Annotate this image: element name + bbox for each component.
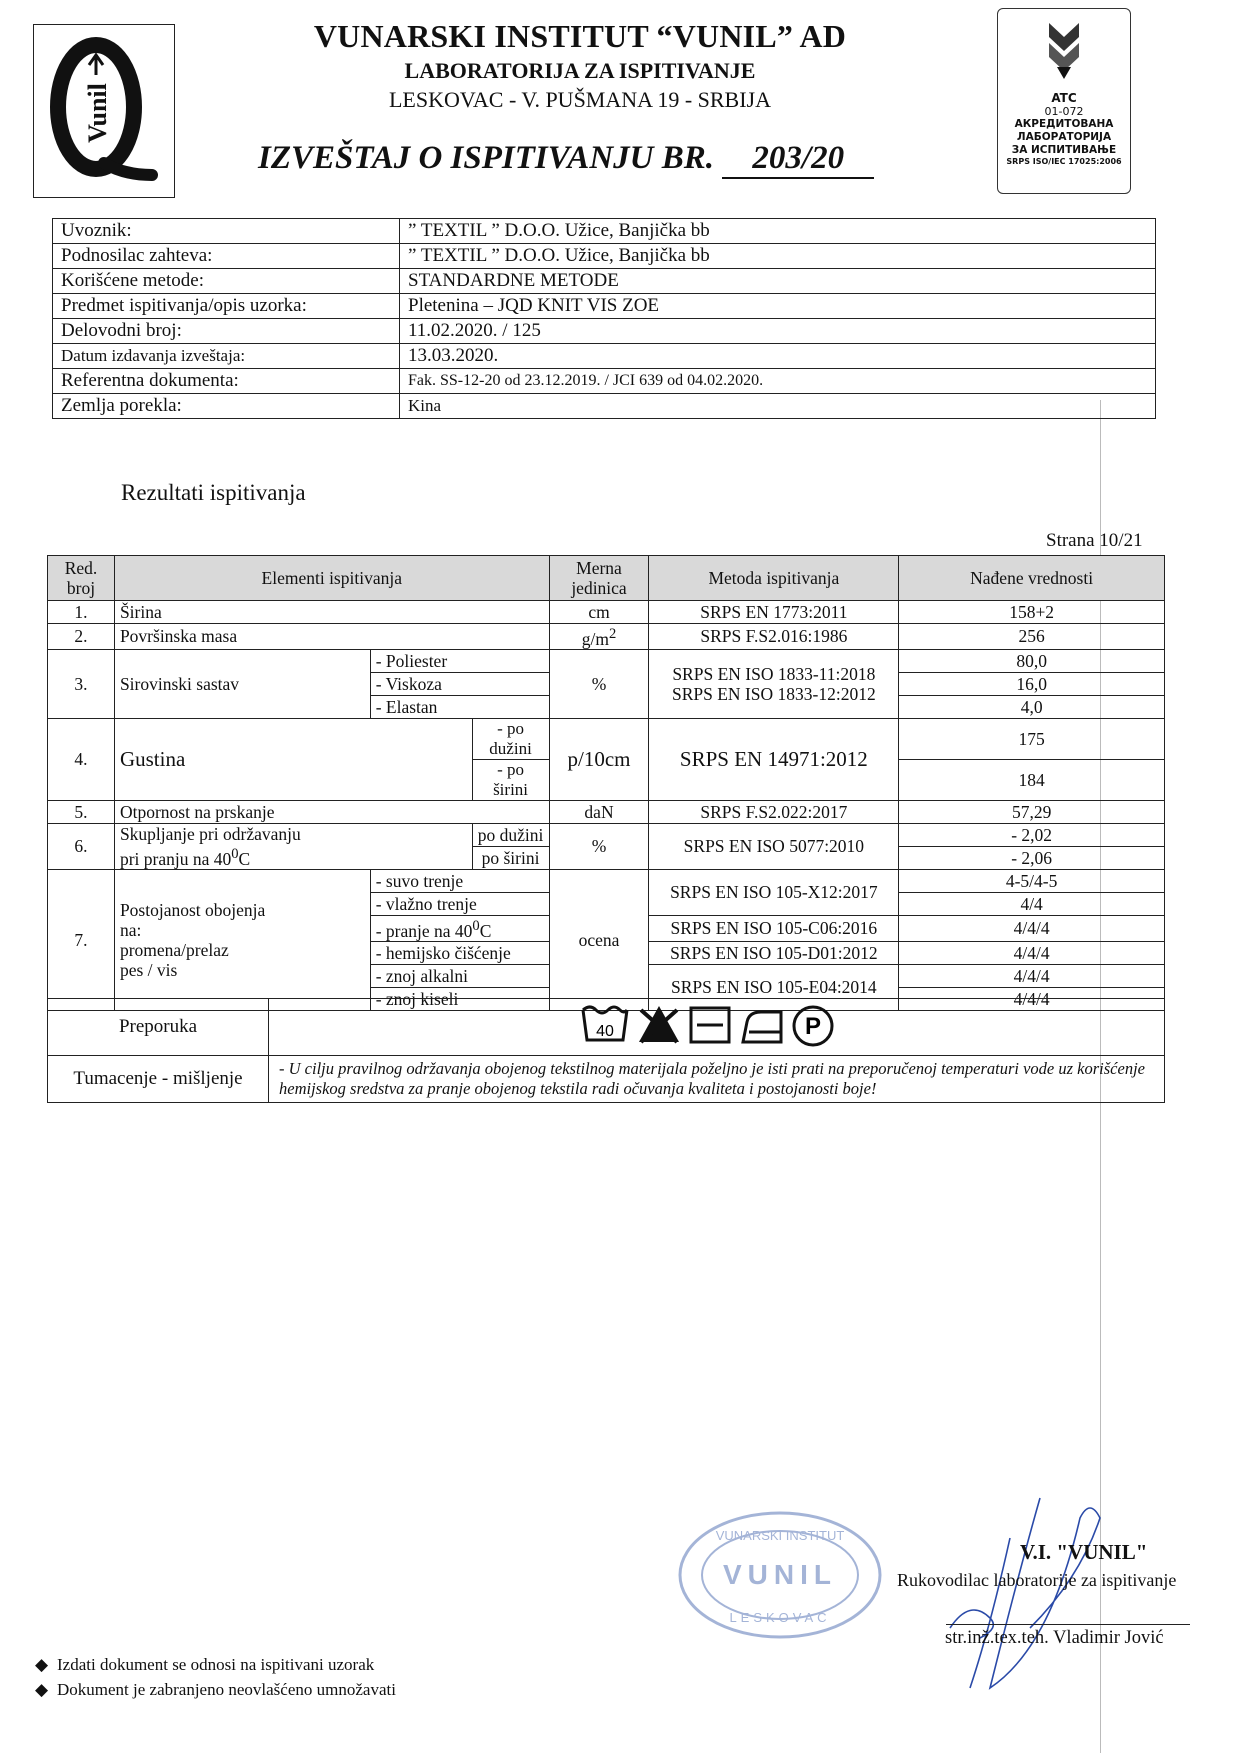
row-sub: po dužini xyxy=(472,823,549,846)
row-element: Gustina xyxy=(114,718,472,800)
institute-stamp xyxy=(670,1500,890,1650)
table-row xyxy=(48,800,1165,823)
row-sub: - Elastan xyxy=(370,695,549,718)
table-row xyxy=(48,823,1165,846)
row-element: Površinska masa xyxy=(114,624,549,650)
row-method: SRPS EN ISO 105-E04:2014 xyxy=(649,964,899,1010)
row-value: 158+2 xyxy=(899,601,1165,624)
row-sub: - po dužini xyxy=(472,718,549,759)
row-element xyxy=(114,823,472,869)
tumble-dry-icon xyxy=(691,1008,729,1042)
accreditation-line2: ЛАБОРАТОРИЈА xyxy=(1016,131,1112,143)
row-unit: % xyxy=(549,823,649,869)
info-label: Delovodni broj: xyxy=(53,319,400,344)
results-title: Rezultati ispitivanja xyxy=(121,480,306,505)
row-value: - 2,06 xyxy=(899,846,1165,869)
row-unit: daN xyxy=(549,800,649,823)
report-title xyxy=(258,140,874,179)
laboratory-name: LABORATORIJA ZA ISPITIVANJE xyxy=(404,58,756,83)
row-method: SRPS F.S2.016:1986 xyxy=(649,624,899,650)
row-sub: - Poliester xyxy=(370,649,549,672)
info-value: ” TEXTIL ” D.O.O. Užice, Banjička bb xyxy=(400,219,1156,244)
wash-temp: 40 xyxy=(595,1023,614,1040)
info-value: 13.03.2020. xyxy=(400,344,1156,369)
info-label: Referentna dokumenta: xyxy=(53,369,400,394)
element-line: Skupljanje pri održavanju xyxy=(119,823,301,844)
row-method: SRPS EN ISO 5077:2010 xyxy=(649,823,899,869)
sub-text: - pranje na 40 xyxy=(375,920,473,941)
footer-note xyxy=(35,1680,396,1700)
row-sub: - vlažno trenje xyxy=(370,892,549,915)
page-number: Strana 10/21 xyxy=(1046,530,1143,551)
element-line: pes / vis xyxy=(119,959,178,980)
report-title-text: IZVEŠTAJ O ISPITIVANJU BR. xyxy=(258,140,715,176)
row-unit: % xyxy=(549,649,649,718)
header-value: Nađene vrednosti xyxy=(899,556,1165,601)
row-no: 4. xyxy=(48,718,115,800)
signature-organization: V.I. "VUNIL" xyxy=(1020,1540,1148,1564)
row-no: 5. xyxy=(48,800,115,823)
institute-address: LESKOVAC - V. PUŠMANA 19 - SRBIJA xyxy=(388,87,772,112)
info-value: Kina xyxy=(400,394,1156,419)
vunil-q-logo-icon xyxy=(34,25,173,196)
no-bleach-icon xyxy=(639,1006,679,1042)
row-value: 4/4/4 xyxy=(899,964,1165,987)
row-value: - 2,02 xyxy=(899,823,1165,846)
info-row xyxy=(53,319,1156,344)
header-no: Red. broj xyxy=(48,556,115,601)
footer-text: Dokument je zabranjeno neovlašćeno umnožavati xyxy=(57,1680,396,1699)
info-label: Uvoznik: xyxy=(53,219,400,244)
logo-text: Vunil xyxy=(83,83,112,143)
table-row xyxy=(48,624,1165,650)
care-symbols xyxy=(269,999,1165,1056)
info-label: Korišćene metode: xyxy=(53,269,400,294)
row-sub: - po širini xyxy=(472,759,549,800)
unit-base: g/m xyxy=(581,628,609,649)
svg-text:VUNIL: VUNIL xyxy=(723,1559,837,1590)
table-row xyxy=(48,869,1165,892)
institute-logo xyxy=(33,24,175,198)
svg-text:LESKOVAC: LESKOVAC xyxy=(729,1610,831,1625)
accreditation-number: 01-072 xyxy=(1044,105,1084,118)
row-sub: - hemijsko čišćenje xyxy=(370,941,549,964)
care-symbols-svg xyxy=(577,1000,857,1048)
recommendation-label: Preporuka xyxy=(48,999,269,1056)
results-table xyxy=(47,555,1165,1011)
table-row xyxy=(48,601,1165,624)
row-method: SRPS EN ISO 105-C06:2016 xyxy=(649,915,899,941)
row-no: 1. xyxy=(48,601,115,624)
accreditation-standard: SRPS ISO/IEC 17025:2006 xyxy=(1006,157,1122,166)
method-line: SRPS EN ISO 1833-12:2012 xyxy=(672,683,876,704)
info-row xyxy=(53,369,1156,394)
accreditation-line1: АКРЕДИТОВАНА xyxy=(1014,118,1114,130)
info-row xyxy=(53,294,1156,319)
unit-sup: 2 xyxy=(608,626,617,642)
degree-sup: 0 xyxy=(472,917,480,934)
row-method: SRPS EN 1773:2011 xyxy=(649,601,899,624)
accreditation-line3: ЗА ИСПИТИВАЊЕ xyxy=(1011,144,1117,156)
row-unit xyxy=(549,624,649,650)
row-value: 4/4/4 xyxy=(899,987,1165,1010)
wash-40-icon xyxy=(583,1007,627,1040)
interpretation-text: - U cilju pravilnog održavanja obojenog tekstilnog materijala poželjno je isti prati na preporučenoj temperaturi vode uz korišćenje hemijskog sredstva za pranje obojenog tekstila radi očuvanja kvaliteta i postojanosti boje! xyxy=(269,1056,1165,1103)
signature-role: Rukovodilac laboratorije za ispitivanje xyxy=(897,1570,1177,1590)
element-line: promena/prelaz xyxy=(119,939,229,960)
recommendation-table xyxy=(47,998,1165,1103)
sub-text-end: C xyxy=(479,920,492,941)
footer-note xyxy=(35,1655,374,1675)
row-element xyxy=(114,869,370,1010)
institute-name: VUNARSKI INSTITUT “VUNIL” AD xyxy=(313,18,847,54)
signature-name: str.inž.tex.teh. Vladimir Jović xyxy=(945,1628,1164,1648)
element-line xyxy=(120,844,467,869)
row-sub: - suvo trenje xyxy=(370,869,549,892)
row-value: 4/4 xyxy=(899,892,1165,915)
degree-sup: 0 xyxy=(231,845,239,862)
header-unit: Merna jedinica xyxy=(549,556,649,601)
row-no: 7. xyxy=(48,869,115,1010)
interpretation-row xyxy=(48,1056,1165,1103)
row-sub xyxy=(370,915,549,941)
report-info-table xyxy=(52,218,1156,419)
footer-text: Izdati dokument se odnosi na ispitivani uzorak xyxy=(57,1655,375,1674)
info-value: Fak. SS-12-20 od 23.12.2019. / JCI 639 od 04.02.2020. xyxy=(400,369,1156,394)
signature-line xyxy=(946,1624,1190,1625)
row-value: 80,0 xyxy=(899,649,1165,672)
row-method xyxy=(649,649,899,718)
info-label: Zemlja porekla: xyxy=(53,394,400,419)
row-no: 6. xyxy=(48,823,115,869)
row-unit: ocena xyxy=(549,869,649,1010)
element-text-end: C xyxy=(238,848,251,869)
info-label: Podnosilac zahteva: xyxy=(53,244,400,269)
row-sub: - Viskoza xyxy=(370,672,549,695)
row-no: 3. xyxy=(48,649,115,718)
row-sub: po širini xyxy=(472,846,549,869)
dry-clean-p-icon xyxy=(794,1007,832,1045)
row-value: 184 xyxy=(899,759,1165,800)
report-number: 203/20 xyxy=(722,140,874,179)
row-value: 4-5/4-5 xyxy=(899,869,1165,892)
table-header-row xyxy=(48,556,1165,601)
row-unit: cm xyxy=(549,601,649,624)
row-method: SRPS EN ISO 105-D01:2012 xyxy=(649,941,899,964)
info-value: ” TEXTIL ” D.O.O. Užice, Banjička bb xyxy=(400,244,1156,269)
interpretation-label: Tumacenje - mišljenje xyxy=(48,1056,269,1103)
info-row xyxy=(53,244,1156,269)
row-element: Sirovinski sastav xyxy=(114,649,370,718)
element-line: na: xyxy=(119,919,142,940)
info-row xyxy=(53,394,1156,419)
element-line: Postojanost obojenja xyxy=(119,899,266,920)
element-text: pri pranju na 40 xyxy=(119,848,232,869)
header-method: Metoda ispitivanja xyxy=(649,556,899,601)
row-method: SRPS EN ISO 105-X12:2017 xyxy=(649,869,899,915)
row-value: 57,29 xyxy=(899,800,1165,823)
header-element: Elementi ispitivanja xyxy=(114,556,549,601)
atc-logo-icon xyxy=(1041,19,1087,83)
bullet-diamond-icon: ◆ xyxy=(35,1680,49,1699)
info-row xyxy=(53,269,1156,294)
info-label: Predmet ispitivanja/opis uzorka: xyxy=(53,294,400,319)
info-label: Datum izdavanja izveštaja: xyxy=(53,344,400,369)
svg-text:VUNARSKI INSTITUT: VUNARSKI INSTITUT xyxy=(715,1528,845,1543)
table-row xyxy=(48,649,1165,672)
row-value: 4/4/4 xyxy=(899,941,1165,964)
row-sub: - znoj alkalni xyxy=(370,964,549,987)
bullet-diamond-icon: ◆ xyxy=(35,1655,49,1674)
svg-text:P: P xyxy=(804,1013,821,1040)
row-value: 175 xyxy=(899,718,1165,759)
row-value: 4/4/4 xyxy=(899,915,1165,941)
accreditation-mark xyxy=(997,8,1131,194)
row-value: 16,0 xyxy=(899,672,1165,695)
info-value: Pletenina – JQD KNIT VIS ZOE xyxy=(400,294,1156,319)
row-value: 256 xyxy=(899,624,1165,650)
accreditation-code: ATC xyxy=(1051,91,1077,105)
row-no: 2. xyxy=(48,624,115,650)
info-value: STANDARDNE METODE xyxy=(400,269,1156,294)
recommendation-row xyxy=(48,999,1165,1056)
info-row xyxy=(53,344,1156,369)
row-unit: p/10cm xyxy=(549,718,649,800)
row-value: 4,0 xyxy=(899,695,1165,718)
row-method: SRPS F.S2.022:2017 xyxy=(649,800,899,823)
iron-icon xyxy=(743,1012,781,1042)
info-value: 11.02.2020. / 125 xyxy=(400,319,1156,344)
row-sub: - znoj kiseli xyxy=(370,987,549,1010)
row-element: Širina xyxy=(114,601,549,624)
table-row xyxy=(48,718,1165,759)
info-row xyxy=(53,219,1156,244)
row-element: Otpornost na prskanje xyxy=(114,800,549,823)
row-method: SRPS EN 14971:2012 xyxy=(649,718,899,800)
method-line: SRPS EN ISO 1833-11:2018 xyxy=(672,663,876,684)
